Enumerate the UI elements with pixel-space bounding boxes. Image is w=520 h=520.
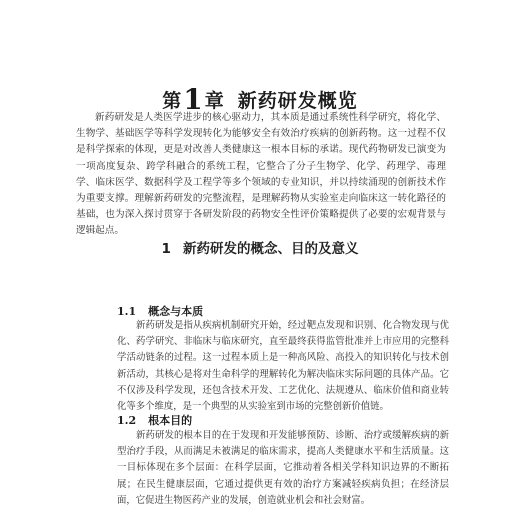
chapter-name: 新药研发概览 bbox=[237, 90, 358, 113]
subsection-title: 根本目的 bbox=[148, 414, 193, 427]
section-heading bbox=[0, 237, 520, 257]
subsection-title: 概念与本质 bbox=[148, 305, 204, 318]
intro-paragraph: 新药研发是人类医学进步的核心驱动力，其本质是通过系统性科学研究，将化学、生物学、基础医学等科学发现转化为能够安全有效治疗疾病的创新药物。这一过程不仅是科学探索的体现，更是对改善人类健康这一根本目标的承诺。现代药物研发已演变为一项高度复杂、跨学科融合的系统工程，它整合了分子生物学、化学、药理学、毒理学、临床医学、数据科学及工程学等多个领域的专业知识，并以持续涌现的创新技术作为重要支撑。理解新药研发的完整流程，是理解药物从实验室走向临床这一转化路径的基础，也为深入探讨贯穿于各研发阶段的药物安全性评价策略提供了必要的宏观背景与逻辑起点。 bbox=[76, 112, 446, 237]
subsection-heading-1-1 bbox=[117, 303, 203, 319]
chapter-suffix: 章 bbox=[204, 90, 224, 113]
subsection-paragraph-1-2: 新药研发的根本目的在于发现和开发能够预防、诊断、治疗或缓解疾病的新型治疗手段，从而满足未被满足的临床需求，提高人类健康水平和生活质量。这一目标体现在多个层面：在科学层面，它推动着各相关学科知识边界的不断拓展；在民生健康层面，它通过提供更有效的治疗方案减轻疾病负担；在经济层面，它促进生物医药产业的发展，创造就业机会和社会财富。 bbox=[117, 430, 449, 506]
chapter-prefix: 第 bbox=[162, 90, 182, 113]
subsection-paragraph-1-1: 新药研发是指从疾病机制研究开始，经过靶点发现和识别、化合物发现与优化、药学研究、非临床与临床研究，直至最终获得监管批准并上市应用的完整科学活动链条的过程。这一过程本质上是一种高风险、高投入的知识转化与技术创新活动，其核心是将对生命科学的理解转化为解决临床实际问题的具体产品。它不仅涉及科学发现，还包含技术开发、工艺优化、法规遵从、临床价值和商业转化等多个维度，是一个典型的从实验室到市场的完整创新价值链。 bbox=[117, 320, 449, 413]
subsection-number: 1.1 bbox=[117, 305, 137, 318]
chapter-number: 1 bbox=[183, 83, 203, 117]
subsection-heading-1-2 bbox=[117, 412, 192, 428]
section-title: 新药研发的概念、目的及意义 bbox=[182, 241, 359, 258]
section-number: 1 bbox=[161, 241, 171, 258]
subsection-number: 1.2 bbox=[117, 414, 137, 427]
